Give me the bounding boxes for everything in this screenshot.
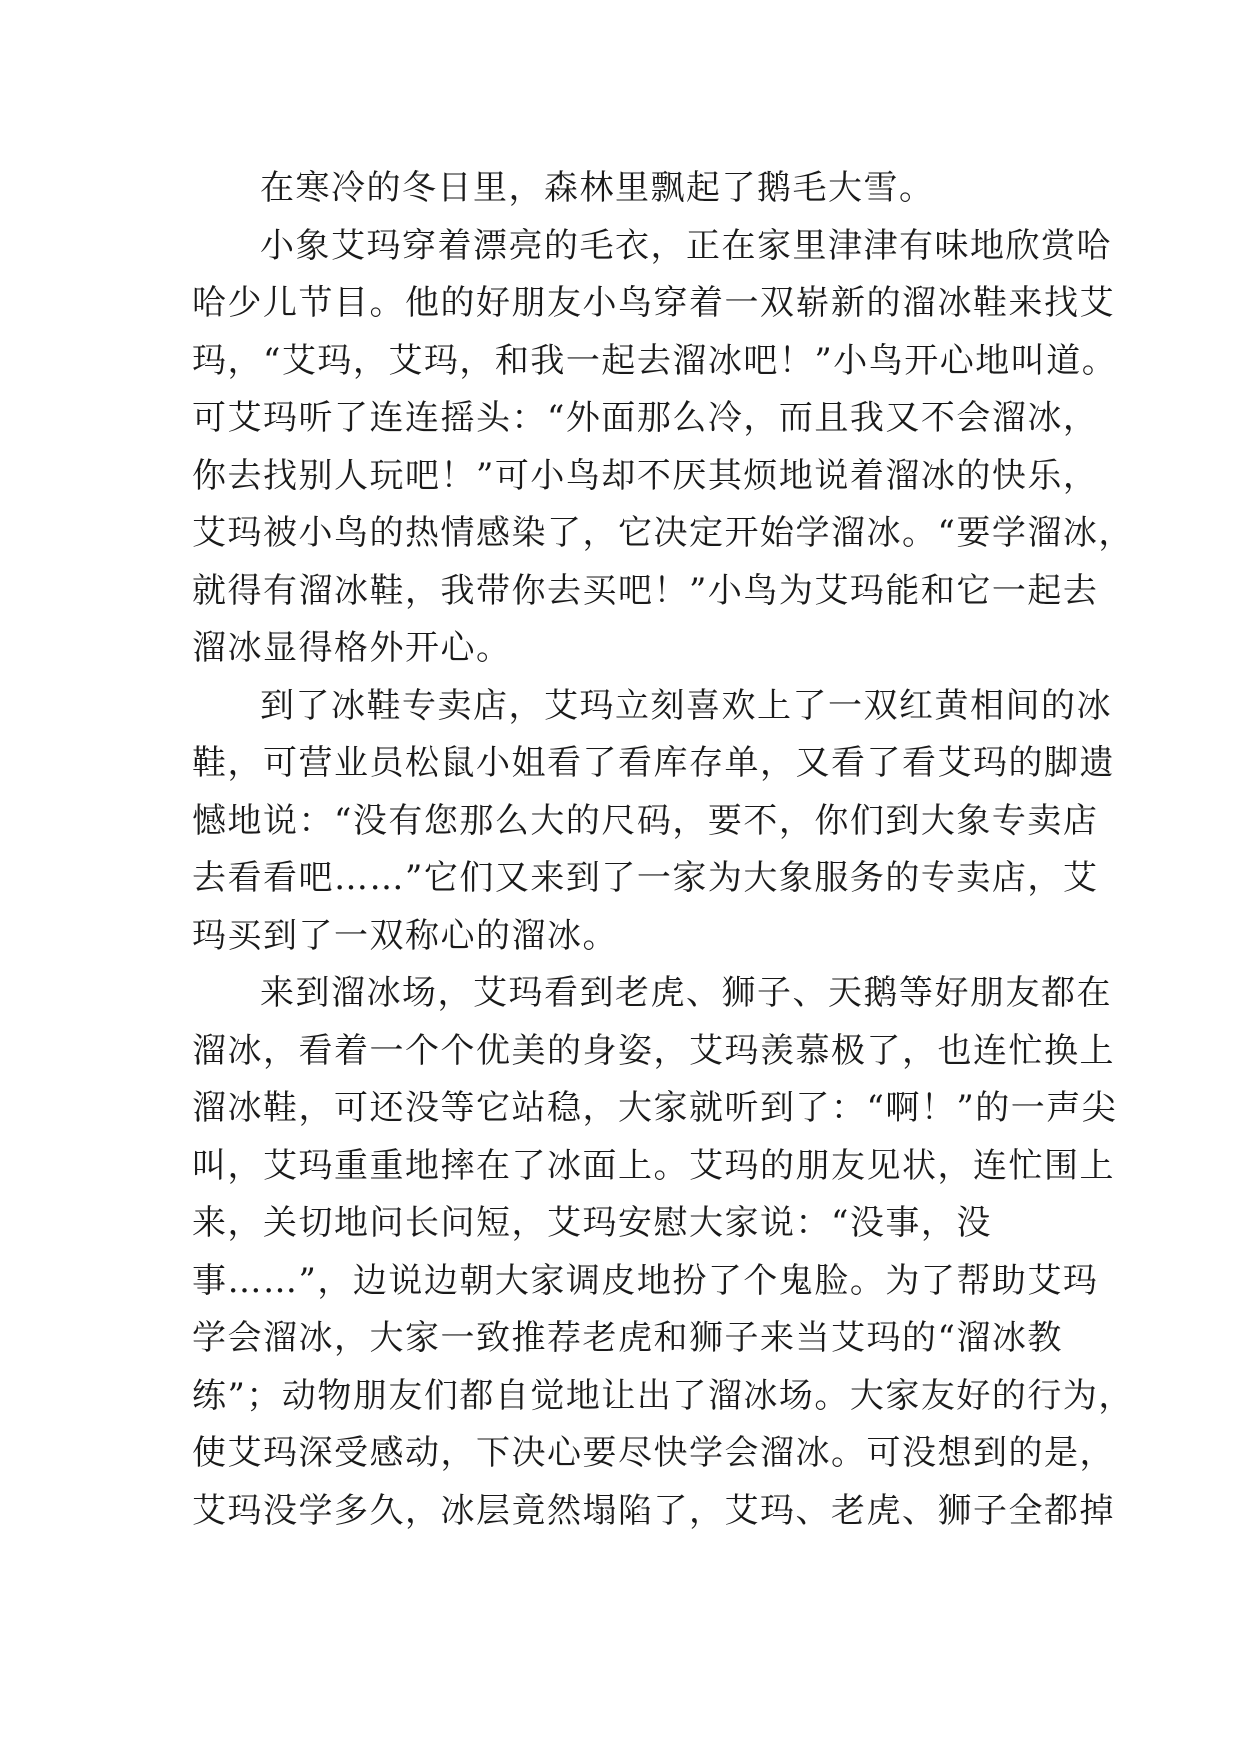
paragraph-2-line-4: 可艾玛听了连连摇头：“外面那么冷，而且我又不会溜冰， xyxy=(192,398,1099,438)
paragraph-4-line-10: 艾玛没学多久，冰层竟然塌陷了，艾玛、老虎、狮子全都掉 xyxy=(192,1490,1115,1531)
paragraph-4-line-8: 练”；动物朋友们都自觉地让出了溜冰场。大家友好的行为， xyxy=(192,1375,1134,1416)
paragraph-2-line-6: 艾玛被小鸟的热情感染了，它决定开始学溜冰。“要学溜冰， xyxy=(192,513,1134,553)
paragraph-2-line-7: 就得有溜冰鞋，我带你去买吧！”小鸟为艾玛能和它一起去 xyxy=(192,570,1099,611)
paragraph-3-line-3: 憾地说：“没有您那么大的尺码，要不，你们到大象专卖店 xyxy=(192,800,1099,841)
paragraph-2-line-1: 小象艾玛穿着漂亮的毛衣，正在家里津津有味地欣赏哈 xyxy=(260,225,1112,266)
paragraph-4-line-1: 来到溜冰场，艾玛看到老虎、狮子、天鹅等好朋友都在 xyxy=(260,973,1112,1013)
paragraph-3-line-1: 到了冰鞋专卖店，艾玛立刻喜欢上了一双红黄相间的冰 xyxy=(260,685,1112,726)
paragraph-2-line-8: 溜冰显得格外开心。 xyxy=(192,628,512,668)
paragraph-2-line-2: 哈少儿节目。他的好朋友小鸟穿着一双崭新的溜冰鞋来找艾 xyxy=(192,283,1115,323)
paragraph-4-line-3: 溜冰鞋，可还没等它站稳，大家就听到了：“啊！”的一声尖 xyxy=(192,1088,1118,1128)
paragraph-3-line-2: 鞋，可营业员松鼠小姐看了看库存单，又看了看艾玛的脚遗 xyxy=(192,743,1115,783)
story-body xyxy=(192,160,1134,1540)
paragraph-2-line-5: 你去找别人玩吧！”可小鸟却不厌其烦地说着溜冰的快乐， xyxy=(192,455,1099,496)
paragraph-4-line-5: 来，关切地问长问短，艾玛安慰大家说：“没事，没 xyxy=(192,1203,992,1243)
paragraph-4-line-4: 叫，艾玛重重地摔在了冰面上。艾玛的朋友见状，连忙围上 xyxy=(192,1145,1115,1186)
paragraph-4-line-9: 使艾玛深受感动，下决心要尽快学会溜冰。可没想到的是， xyxy=(192,1433,1115,1473)
paragraph-2-line-3: 玛，“艾玛，艾玛，和我一起去溜冰吧！”小鸟开心地叫道。 xyxy=(192,340,1118,381)
paragraph-1-line-1: 在寒冷的冬日里，森林里飘起了鹅毛大雪。 xyxy=(260,168,935,208)
paragraph-3-line-5: 玛买到了一双称心的溜冰。 xyxy=(192,915,618,956)
paragraph-4-line-6: 事……”，边说边朝大家调皮地扮了个鬼脸。为了帮助艾玛 xyxy=(192,1260,1099,1301)
paragraph-4-line-7: 学会溜冰，大家一致推荐老虎和狮子来当艾玛的“溜冰教 xyxy=(192,1318,1063,1358)
paragraph-4-line-2: 溜冰，看着一个个优美的身姿，艾玛羡慕极了，也连忙换上 xyxy=(192,1030,1115,1071)
paragraph-3-line-4: 去看看吧……”它们又来到了一家为大象服务的专卖店，艾 xyxy=(192,858,1099,898)
